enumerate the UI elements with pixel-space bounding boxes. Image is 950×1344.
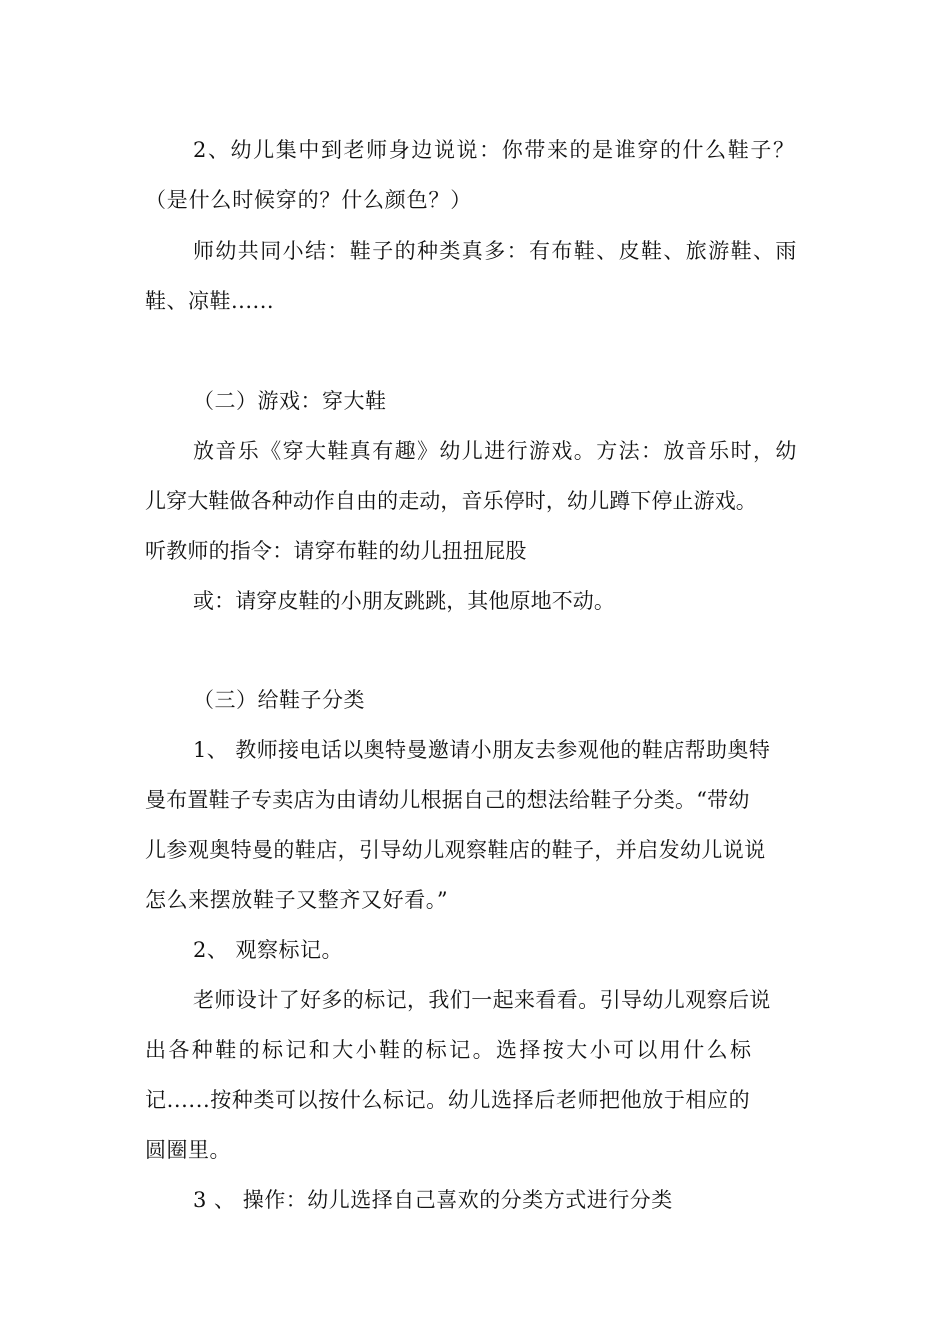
paragraph-line: 3 、 操作：幼儿选择自己喜欢的分类方式进行分类 <box>193 1188 673 1212</box>
paragraph-line: 记......按种类可以按什么标记。幼儿选择后老师把他放于相应的 <box>145 1088 751 1112</box>
paragraph-line: 师幼共同小结：鞋子的种类真多：有布鞋、皮鞋、旅游鞋、雨 <box>193 239 798 263</box>
paragraph-line: 圆圈里。 <box>145 1138 231 1162</box>
paragraph-line: （是什么时候穿的？什么颜色？） <box>145 188 472 212</box>
paragraph-line: 曼布置鞋子专卖店为由请幼儿根据自己的想法给鞋子分类。“带幼 <box>145 788 750 812</box>
paragraph-line: 2、 观察标记。 <box>193 938 344 962</box>
section-heading: （二）游戏：穿大鞋 <box>193 389 387 413</box>
paragraph-line: 儿参观奥特曼的鞋店，引导幼儿观察鞋店的鞋子，并启发幼儿说说 <box>145 838 766 862</box>
paragraph-line: 出各种鞋的标记和大小鞋的标记。选择按大小可以用什么标 <box>145 1038 754 1062</box>
paragraph-line: 老师设计了好多的标记，我们一起来看看。引导幼儿观察后说 <box>193 988 771 1012</box>
paragraph-line: 或：请穿皮鞋的小朋友跳跳，其他原地不动。 <box>193 589 615 613</box>
section-heading: （三）给鞋子分类 <box>193 688 365 712</box>
paragraph-line: 听教师的指令：请穿布鞋的幼儿扭扭屁股 <box>145 539 527 563</box>
paragraph-line: 1、 教师接电话以奥特曼邀请小朋友去参观他的鞋店帮助奥特 <box>193 738 771 762</box>
paragraph-line: 2、幼儿集中到老师身边说说：你带来的是谁穿的什么鞋子？ <box>193 138 796 162</box>
paragraph-line: 怎么来摆放鞋子又整齐又好看。” <box>145 888 449 912</box>
paragraph-line: 鞋、凉鞋...... <box>145 289 275 313</box>
paragraph-line: 放音乐《穿大鞋真有趣》幼儿进行游戏。方法：放音乐时，幼 <box>193 439 798 463</box>
paragraph-line: 儿穿大鞋做各种动作自由的走动，音乐停时，幼儿蹲下停止游戏。 <box>145 489 757 513</box>
